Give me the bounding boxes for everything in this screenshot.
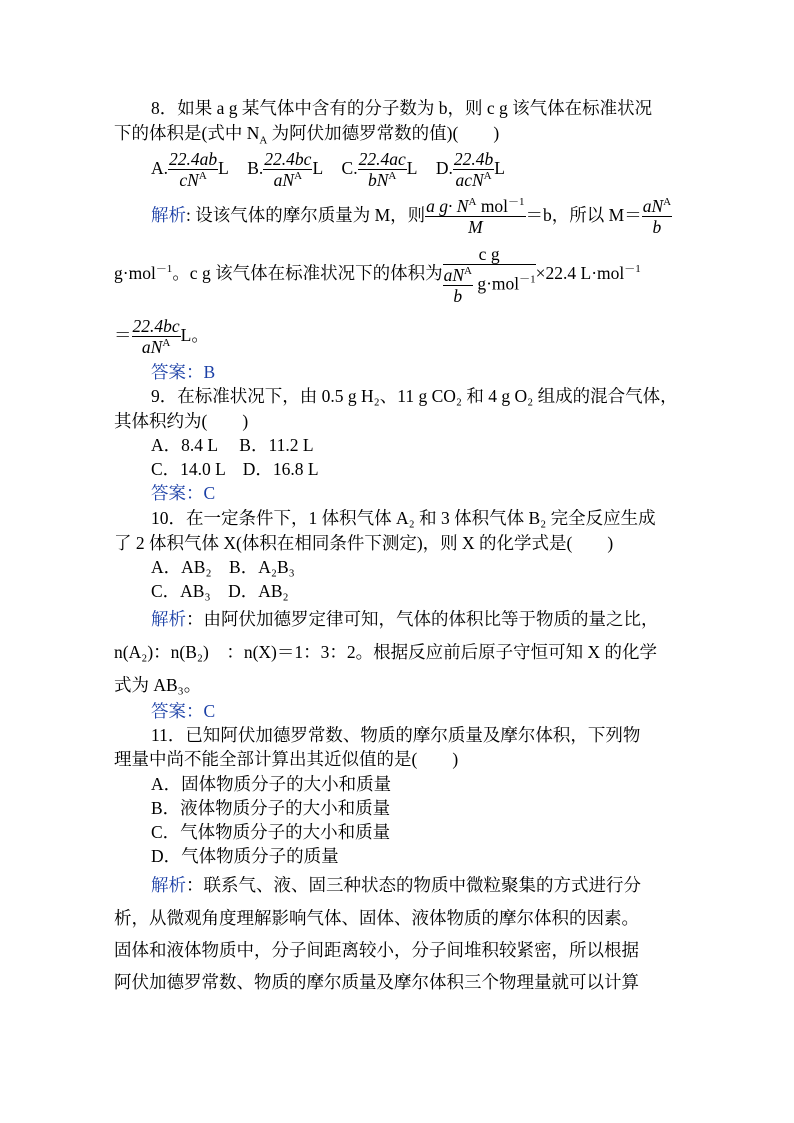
q8-options bbox=[151, 146, 505, 190]
q8-m-fraction: $\frac{aN^A}{b}$ bbox=[642, 196, 672, 238]
q10-options-row1: A．AB₂ B．A₂B₃ bbox=[151, 557, 295, 577]
q9-stem-line1: 9．在标准状况下，由 0.5 g H₂、11 g CO₂ 和 4 g O₂ 组成的混合气体， bbox=[151, 386, 678, 406]
q9-stem-line2: 其体积约为( ) bbox=[114, 411, 249, 431]
q11-option-b: B．液体物质分子的大小和质量 bbox=[151, 798, 391, 818]
q8-analysis-line2: g·mol$^{-1}$。c g 该气体在标准状况下的体积为 c g $\frac{aN^A}{b}$ g·mol$^{-1}$ ×22.4 L·mol$^{-1}$ bbox=[114, 243, 641, 306]
q10-analysis-line1: 解析：由阿伏加德罗定律可知，气体的体积比等于物质的量之比， bbox=[151, 609, 659, 629]
q11-option-c: C．气体物质分子的大小和质量 bbox=[151, 822, 391, 842]
q10-stem-line1: 10．在一定条件下，1 体积气体 A₂ 和 3 体积气体 B₂ 完全反应生成 bbox=[151, 508, 656, 528]
q8-volume-fraction: c g $\frac{aN^A}{b}$ g·mol$^{-1}$ bbox=[443, 243, 536, 306]
q11-analysis-line1: 解析：联系气、液、固三种状态的物质中微粒聚集的方式进行分 bbox=[151, 875, 641, 895]
q8-option-d: D. $\frac{22.4b}{acN^A}$ L bbox=[435, 149, 505, 191]
q8-option-c: C. $\frac{22.4ac}{bN^A}$ L bbox=[341, 149, 418, 191]
q9-options-row2: C．14.0 L D．16.8 L bbox=[151, 459, 319, 479]
q11-option-a: A．固体物质分子的大小和质量 bbox=[151, 774, 392, 794]
q8-analysis-line3: ＝ $\frac{22.4bc}{aN^A}$ L。 bbox=[114, 316, 209, 358]
q11-analysis-line2: 析，从微观角度理解影响气体、固体、液体物质的摩尔体积的因素。 bbox=[114, 908, 639, 928]
q11-analysis-line3: 固体和液体物质中，分子间距离较小，分子间堆积较紧密，所以根据 bbox=[114, 940, 639, 960]
q8-option-b: B. $\frac{22.4bc}{aN^A}$ L bbox=[247, 149, 324, 191]
q10-analysis-line3: 式为 AB₃。 bbox=[114, 675, 202, 695]
analysis-label: 解析 bbox=[151, 609, 186, 629]
q9-options-row1: A．8.4 L B．11.2 L bbox=[151, 435, 314, 455]
q10-analysis-line2: n(A₂)：n(B₂) ：n(X)＝1：3：2。根据反应前后原子守恒可知 X 的化学 bbox=[114, 642, 658, 662]
q10-stem-line2: 了 2 体积气体 X(体积在相同条件下测定)，则 X 的化学式是( ) bbox=[114, 533, 614, 553]
q10-answer: 答案：C bbox=[151, 701, 216, 721]
analysis-label: 解析 bbox=[151, 875, 186, 895]
q11-option-d: D．气体物质分子的质量 bbox=[151, 846, 339, 866]
q8-answer: 答案：B bbox=[151, 362, 216, 382]
q11-stem-line1: 11．已知阿伏加德罗常数、物质的摩尔质量及摩尔体积，下列物 bbox=[151, 725, 641, 745]
q11-analysis-line4: 阿伏加德罗常数、物质的摩尔质量及摩尔体积三个物理量就可以计算 bbox=[114, 972, 639, 992]
q8-option-a: A. $\frac{22.4ab}{cN^A}$ L bbox=[151, 149, 229, 191]
analysis-label: 解析 bbox=[151, 205, 186, 225]
q9-answer: 答案：C bbox=[151, 483, 216, 503]
q8-stem-line2: 下的体积是(式中 $N_A$ 为阿伏加德罗常数的值)( ) bbox=[114, 123, 500, 147]
q11-stem-line2: 理量中尚不能全部计算出其近似值的是( ) bbox=[114, 749, 459, 769]
q8-molar-fraction: $\frac{a g\cdot N^A mol^{-1}}{M}$ bbox=[426, 196, 525, 238]
q8-analysis-line1: 解析: 设该气体的摩尔质量为 M，则 $\frac{a g\cdot N^A mol^{-1}}{M}$ ＝b，所以 M＝ $\frac{aN^A}{b}$ bbox=[151, 196, 672, 238]
q8-stem-line1: 8．如果 a g 某气体中含有的分子数为 b，则 c g 该气体在标准状况 bbox=[151, 98, 653, 118]
q10-options-row2: C．AB₃ D．AB₂ bbox=[151, 581, 289, 601]
